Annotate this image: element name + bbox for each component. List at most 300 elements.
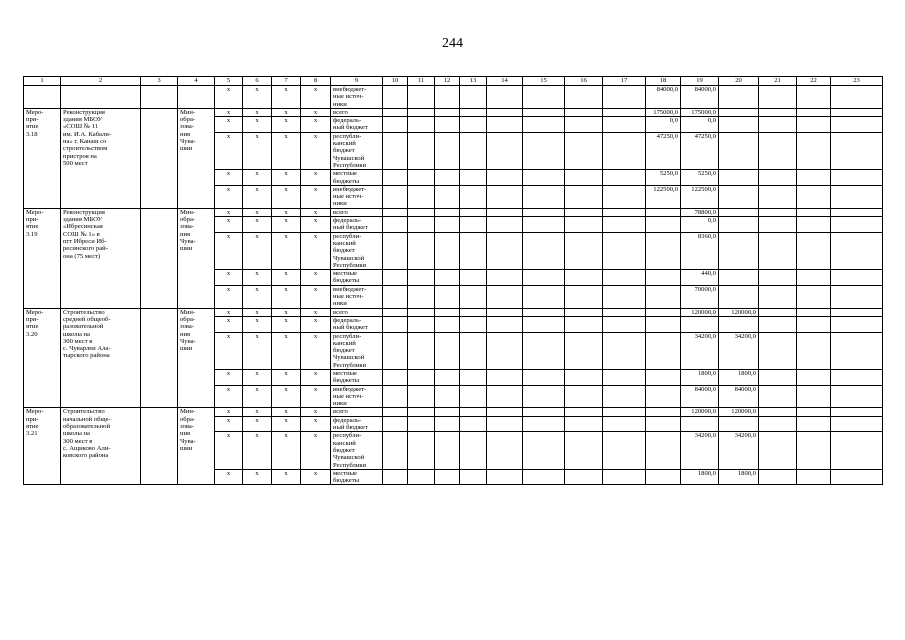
empty-cell [797,369,831,385]
empty-cell [565,208,603,216]
empty-cell [435,270,460,286]
empty-cell [565,270,603,286]
empty-cell [603,217,646,233]
cell-line: ятие [26,423,39,431]
empty-cell [408,185,435,208]
code-cell: x [272,270,301,286]
empty-cell [759,108,797,116]
empty-cell [408,308,435,316]
funding-source [331,432,383,469]
empty-cell [383,208,408,216]
code-cell: x [272,408,301,416]
empty-cell [797,408,831,416]
empty-cell [797,285,831,308]
value-col-18 [646,408,681,416]
empty-cell [487,208,523,216]
empty-cell [565,117,603,133]
code-cell: x [243,170,272,186]
table-row [24,108,883,116]
empty-cell [435,408,460,416]
empty-cell [408,432,435,469]
value-col-20 [719,285,759,308]
code-cell: x [215,232,243,269]
code-cell: x [215,308,243,316]
empty-cell [383,385,408,408]
empty-cell [460,385,487,408]
empty-cell [523,416,565,432]
empty-cell [565,185,603,208]
cell-line: ятие [26,323,39,331]
cell-line: ковского района [63,452,109,460]
executor [178,208,215,308]
cell-line: Меро- [26,308,44,316]
cell-line: Республики [333,161,367,169]
code-cell: x [272,86,301,109]
executor [178,108,215,208]
cell-line: местные [333,469,357,477]
code-cell: x [215,117,243,133]
funding-source [331,185,383,208]
code-cell: x [215,108,243,116]
value-col-20: 1800,0 [719,469,759,485]
empty-cell [565,469,603,485]
value-col-19: 47250,0 [681,132,719,169]
measure-description [61,108,141,208]
empty-cell [759,316,797,332]
cell-line: Мин- [180,108,196,116]
empty-cell [487,332,523,369]
empty-cell [759,408,797,416]
empty-cell [383,86,408,109]
funding-source [331,285,383,308]
cell-line: ный бюджет [333,124,368,132]
code-cell: x [301,469,331,485]
empty-cell [603,232,646,269]
empty-cell [797,332,831,369]
empty-cell [831,232,883,269]
code-cell: x [272,332,301,369]
empty-cell [831,208,883,216]
empty-cell [460,285,487,308]
column-number: 15 [523,77,565,86]
value-col-18: 0,0 [646,117,681,133]
cell-line: Чувашской [333,354,365,362]
cell-line: всего [333,208,348,216]
code-cell: x [301,408,331,416]
cell-line: республи- [333,332,362,340]
column-number: 18 [646,77,681,86]
code-cell: x [215,170,243,186]
cell-line: внебюджет- [333,185,367,193]
value-col-19: 34200,0 [681,432,719,469]
empty-cell [435,308,460,316]
code-cell: x [215,132,243,169]
empty-cell [435,217,460,233]
empty-cell [435,208,460,216]
empty-cell [383,185,408,208]
empty-cell [487,469,523,485]
table-body [24,77,883,485]
funding-source [331,469,383,485]
cell-line: бюджет [333,147,355,155]
funding-source [331,369,383,385]
empty-cell [460,170,487,186]
empty-cell [487,217,523,233]
cell-line: бюджеты [333,377,360,385]
code-cell: x [243,270,272,286]
code-cell: x [301,285,331,308]
cell-line: Чува- [180,138,196,146]
empty-cell [460,108,487,116]
empty-cell [523,108,565,116]
empty-cell [797,132,831,169]
measure-number [24,208,61,308]
empty-cell [523,232,565,269]
cell-line: обра- [180,216,196,224]
code-cell: x [243,285,272,308]
cell-line: Меро- [26,408,44,416]
code-cell: x [243,208,272,216]
empty-cell [487,132,523,169]
value-col-19 [681,316,719,332]
empty-cell [435,432,460,469]
empty-cell [603,469,646,485]
empty-cell [460,117,487,133]
code-cell: x [272,217,301,233]
funding-source [331,385,383,408]
column-number: 21 [759,77,797,86]
code-cell: x [215,416,243,432]
cell-line: 3.18 [26,130,38,138]
code-cell: x [243,86,272,109]
code-cell: x [215,408,243,416]
code-cell: x [243,332,272,369]
funding-source [331,170,383,186]
value-col-19: 70000,0 [681,285,719,308]
code-cell: x [215,217,243,233]
code-cell: x [301,108,331,116]
code-cell: x [301,385,331,408]
measure-number [24,308,61,408]
value-col-20 [719,170,759,186]
code-cell: x [272,108,301,116]
cell-line: всего [333,408,348,416]
empty-cell [487,170,523,186]
empty-cell [603,385,646,408]
cell-line: она (75 мест) [63,252,101,260]
empty-cell [408,232,435,269]
table-row [24,208,883,216]
empty-cell [383,469,408,485]
empty-cell [383,232,408,269]
cell-line: тырского района [63,352,110,360]
empty-cell [523,285,565,308]
code-cell: x [272,232,301,269]
funding-source [331,308,383,316]
code-cell: x [243,217,272,233]
value-col-20 [719,217,759,233]
code-cell: x [272,369,301,385]
cell-line: канский [333,140,356,148]
code-cell: x [272,285,301,308]
value-col-18 [646,469,681,485]
funding-source [331,232,383,269]
code-cell: x [243,385,272,408]
cell-line: внебюджет- [333,385,367,393]
budget-table [23,76,883,485]
value-col-19: 122500,0 [681,185,719,208]
cell-line: шии [180,245,193,253]
empty-cell [831,385,883,408]
cell-line: федераль- [333,316,362,324]
code-cell: x [243,432,272,469]
code-cell: x [215,316,243,332]
empty-cell [460,316,487,332]
empty-cell [435,170,460,186]
cell-line: Мин- [180,308,196,316]
value-col-18: 84000,0 [646,86,681,109]
empty-cell [759,285,797,308]
empty-cell [603,117,646,133]
column-number: 9 [331,77,383,86]
cell-line: зова- [180,123,195,131]
cell-line: СОШ № 1» в [63,230,100,238]
value-col-18 [646,208,681,216]
code-cell: x [215,285,243,308]
cell-line: бюджеты [333,277,360,285]
empty-cell [603,132,646,169]
cell-line: республи- [333,232,362,240]
value-col-20: 120000,0 [719,408,759,416]
empty-cell [460,132,487,169]
measure-description [61,408,141,485]
cell-line: бюджет [333,247,355,255]
empty-cell [831,285,883,308]
cell-line: им. И.А. Кабали- [63,130,112,138]
empty-cell [383,170,408,186]
code-cell: x [301,432,331,469]
executor [178,408,215,485]
cell-line: здания МБОУ [63,116,103,124]
measure-description [61,208,141,308]
value-col-19: 440,0 [681,270,719,286]
cell-line: ния [180,230,191,238]
funding-source [331,332,383,369]
value-col-20: 1800,0 [719,369,759,385]
empty-cell [831,369,883,385]
cell-line: при- [26,415,39,423]
column-number: 7 [272,77,301,86]
empty-cell [759,270,797,286]
empty-cell [797,385,831,408]
funding-source [331,108,383,116]
code-cell: x [215,469,243,485]
empty-cell [24,86,61,109]
empty-cell [460,270,487,286]
empty-cell [435,416,460,432]
empty-cell [759,432,797,469]
empty-cell [797,232,831,269]
cell-line: ятие [26,123,39,131]
empty-cell [523,217,565,233]
empty-cell [565,332,603,369]
empty-cell [565,316,603,332]
cell-line: Чува- [180,437,196,445]
funding-source [331,316,383,332]
empty-cell [408,416,435,432]
value-col-18 [646,285,681,308]
empty-cell [460,86,487,109]
code-cell: x [215,369,243,385]
empty-cell [383,308,408,316]
code-cell: x [243,469,272,485]
empty-cell [435,369,460,385]
empty-cell [759,208,797,216]
empty-cell [408,332,435,369]
value-col-19: 1800,0 [681,469,719,485]
empty-cell [460,432,487,469]
empty-cell [460,332,487,369]
empty-cell [487,385,523,408]
code-cell: x [243,308,272,316]
cell-line: местные [333,270,357,278]
empty-cell [603,208,646,216]
empty-cell [487,185,523,208]
cell-line: федераль- [333,416,362,424]
value-col-20 [719,117,759,133]
cell-line: Чувашской [333,454,365,462]
code-cell: x [301,117,331,133]
cell-line: Чува- [180,337,196,345]
table-row [24,308,883,316]
code-cell: x [215,208,243,216]
empty-cell [460,408,487,416]
empty-cell [383,217,408,233]
empty-cell [797,469,831,485]
value-col-19: 78800,0 [681,208,719,216]
code-cell: x [215,86,243,109]
column-number: 20 [719,77,759,86]
empty-cell [603,316,646,332]
funding-source [331,408,383,416]
empty-cell [383,285,408,308]
value-col-18 [646,385,681,408]
value-col-19: 1800,0 [681,369,719,385]
value-col-19: 8360,0 [681,232,719,269]
cell-line: Чува- [180,237,196,245]
cell-line: разовательной [63,323,104,331]
empty-cell [759,385,797,408]
code-cell: x [301,369,331,385]
value-col-19: 0,0 [681,117,719,133]
value-col-18 [646,308,681,316]
table-row [24,408,883,416]
value-col-18: 47250,0 [646,132,681,169]
empty-cell [831,469,883,485]
empty-cell [383,408,408,416]
empty-cell [797,86,831,109]
empty-cell [383,132,408,169]
empty-cell [831,132,883,169]
empty-cell [523,132,565,169]
empty-cell [523,117,565,133]
column-number: 23 [831,77,883,86]
code-cell: x [272,208,301,216]
value-col-18: 122500,0 [646,185,681,208]
cell-line: канский [333,339,356,347]
cell-line: бюджеты [333,177,360,185]
column-number: 4 [178,77,215,86]
value-col-20 [719,108,759,116]
empty-cell [603,332,646,369]
empty-cell [383,108,408,116]
empty-cell [383,369,408,385]
code-cell: x [301,217,331,233]
empty-cell [408,170,435,186]
page-number: 244 [442,36,463,51]
empty-cell [797,108,831,116]
empty-cell [759,369,797,385]
code-cell: x [243,108,272,116]
cell-line: зова- [180,223,195,231]
empty-cell [797,270,831,286]
empty-cell [408,86,435,109]
cell-line: ники [333,200,347,208]
cell-line: ния [180,430,191,438]
cell-line: ный бюджет [333,424,368,432]
empty-cell [565,132,603,169]
code-cell: x [272,185,301,208]
empty-cell [603,285,646,308]
cell-line: Мин- [180,408,196,416]
empty-cell [759,332,797,369]
empty-cell [408,469,435,485]
cell-line: ресинского рай- [63,245,108,253]
cell-line: ный бюджет [333,324,368,332]
empty-cell [831,432,883,469]
empty-cell [831,316,883,332]
empty-cell [408,217,435,233]
empty-cell [408,408,435,416]
code-cell: x [243,185,272,208]
empty-cell [759,117,797,133]
cell-line: Строительство [63,408,105,416]
code-cell: x [272,308,301,316]
empty-cell [523,270,565,286]
value-col-20: 34200,0 [719,332,759,369]
empty-cell [831,270,883,286]
empty-cell [797,308,831,316]
cell-line: средней общеоб- [63,315,111,323]
cell-line: 300 мест в [63,437,93,445]
empty-cell [435,285,460,308]
value-col-19: 5250,0 [681,170,719,186]
cell-line: школы на [63,430,90,438]
empty-cell [408,132,435,169]
empty-cell [565,86,603,109]
code-cell: x [243,369,272,385]
cell-line: местные [333,170,357,178]
empty-cell [523,469,565,485]
code-cell: x [272,432,301,469]
code-cell: x [243,316,272,332]
value-col-20: 84000,0 [719,385,759,408]
empty-cell [603,308,646,316]
empty-cell [141,408,178,485]
column-number: 8 [301,77,331,86]
empty-cell [565,308,603,316]
cell-line: ные источ- [333,193,364,201]
